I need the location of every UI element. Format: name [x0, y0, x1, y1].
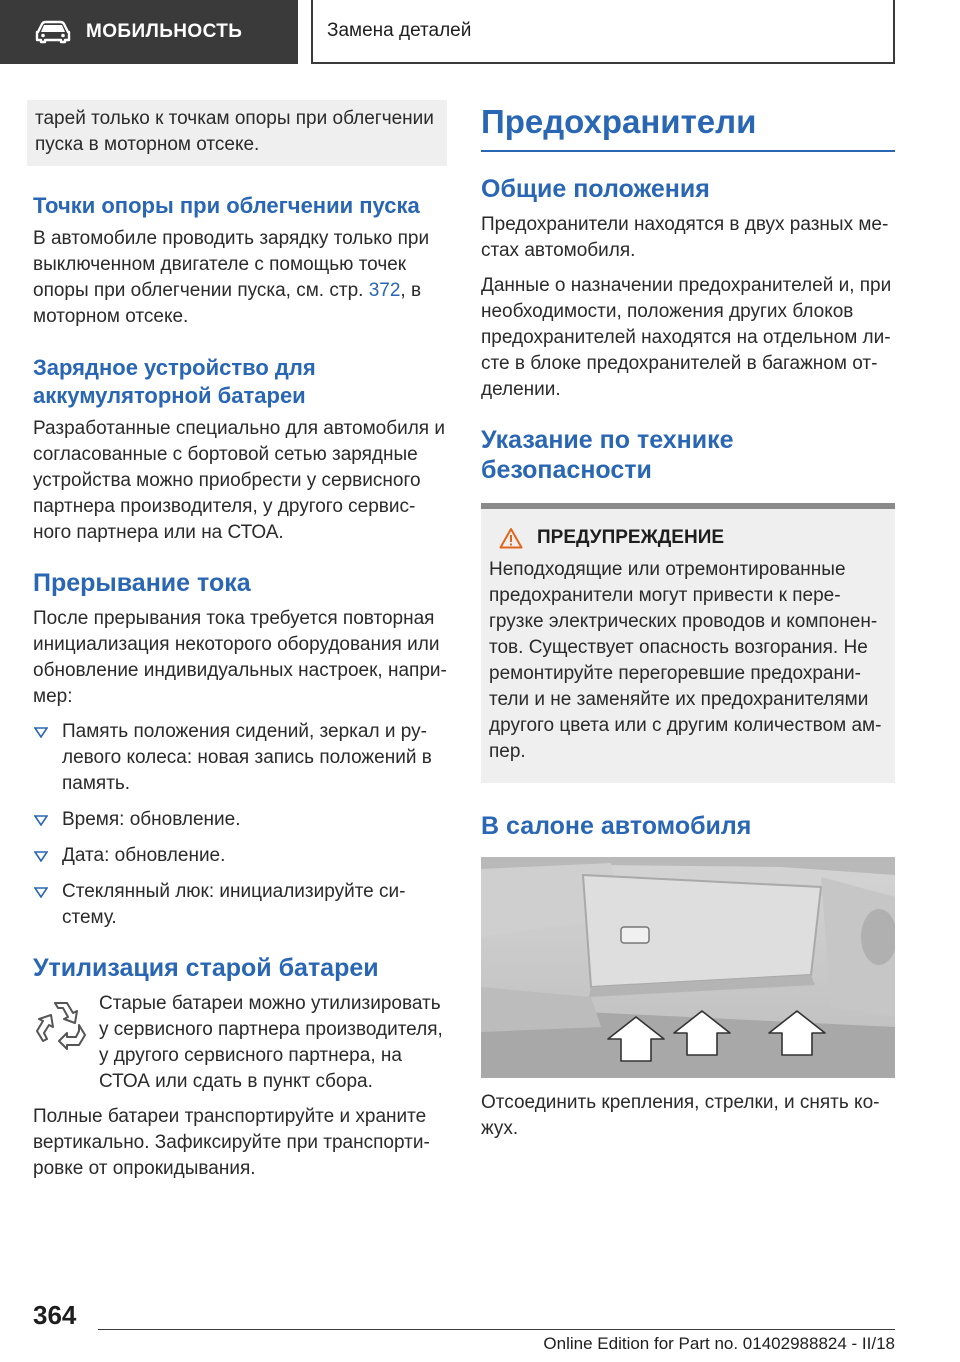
disposal-text1: Старые батареи можно утилизировать у сервисного партнера производителя, у другого сервисного партнера, на СТОА или сдать в пункт сбора.: [99, 993, 443, 1092]
interrupt-heading: Прерывание тока: [33, 569, 251, 597]
car-icon: [34, 20, 72, 44]
points-heading: Точки опоры при облегчении пуска: [33, 193, 420, 218]
edition-note: Online Edition for Part no. 01402988824 - II/18: [543, 1334, 895, 1353]
interrupt-text: После прерывания тока требуется повторная инициализация некоторого оборудования или обновление индивидуальных настроек, например:: [33, 608, 447, 707]
bullet-triangle-icon: [34, 727, 48, 738]
cabin-heading: В салоне автомобиля: [481, 812, 752, 840]
charger-heading: Зарядное устройство для аккумуляторной батареи: [33, 355, 316, 408]
warning-box: [481, 503, 895, 783]
list-item-text: Память положения сидений, зеркал и рулевого колеса: новая запись положений в память.: [62, 721, 432, 794]
section-title: Замена деталей: [327, 20, 472, 41]
warning-triangle-icon: [499, 527, 523, 549]
warning-title: ПРЕДУПРЕЖДЕНИЕ: [537, 527, 725, 548]
footer-divider: [98, 1329, 895, 1330]
safety-heading: Указание по технике безопасности: [481, 426, 734, 484]
section-tab: [311, 0, 895, 64]
intro-text: тарей только к точкам опоры при облегчении пуска в моторном отсеке.: [35, 108, 434, 155]
left-column: [33, 100, 447, 1191]
general-heading: Общие положения: [481, 175, 710, 203]
photo-caption: Отсоединить крепления, стрелки, и снять кожух.: [481, 1092, 880, 1139]
page-title: Предохранители: [481, 102, 895, 152]
bullet-triangle-icon: [34, 815, 48, 826]
bullet-list: [33, 719, 447, 931]
list-item: [33, 879, 447, 931]
list-item: [33, 719, 447, 797]
charger-text: Разработанные специально для автомобиля и согласованные с бортовой сетью зарядные устройства можно приобрести у сервисного партнера производителя, у другого сервисного партнера или на СТОА.: [33, 418, 445, 543]
list-item: [33, 807, 447, 833]
chapter-title: МОБИЛЬНОСТЬ: [86, 21, 243, 42]
general-text1: Предохранители находятся в двух разных местах автомобиля.: [481, 214, 889, 261]
disposal-heading: Утилизация старой батареи: [33, 954, 379, 982]
glovebox-illustration: [481, 857, 895, 1078]
intro-box: [27, 100, 447, 166]
page-number: 364: [33, 1300, 77, 1330]
right-column: [481, 100, 895, 1151]
bullet-triangle-icon: [34, 887, 48, 898]
chapter-tab: [0, 0, 298, 64]
list-item-text: Время: обновление.: [62, 809, 241, 830]
points-text-before: В автомобиле проводить зарядку только при выключенном двигателе с помощью точек опоры при облегчении пуска, см. стр.: [33, 228, 430, 301]
glovebox-photo: [481, 857, 895, 1078]
disposal-block: [33, 991, 447, 1095]
points-text-after: , в моторном отсеке.: [33, 280, 422, 327]
disposal-text2: Полные батареи транспортируйте и храните вертикально. Зафиксируйте при транспортировке от опрокидывания.: [33, 1106, 430, 1179]
warning-header: [499, 527, 885, 549]
general-text2: Данные о назначении предохранителей и, при необходимости, положения других блоков предохранителей находятся на отдельном листе в блоке предохранителей в багажном отделении.: [481, 275, 892, 400]
bullet-triangle-icon: [34, 851, 48, 862]
list-item-text: Дата: обновление.: [62, 845, 226, 866]
warning-text: Неподходящие или отремонтированные предохранители могут привести к перегрузке электрических проводов и компонентов. Существует опасность возгорания. Не ремонтируйте перегоревшие предохранители и не заменяйте их предохранителями другого цвета или с другим количеством ампер.: [489, 559, 882, 762]
points-text: [33, 226, 447, 330]
list-item: [33, 843, 447, 869]
list-item-text: Стеклянный люк: инициализируйте систему.: [62, 881, 406, 928]
recycle-icon: [33, 995, 89, 1051]
page-ref-link[interactable]: 372: [368, 280, 401, 301]
